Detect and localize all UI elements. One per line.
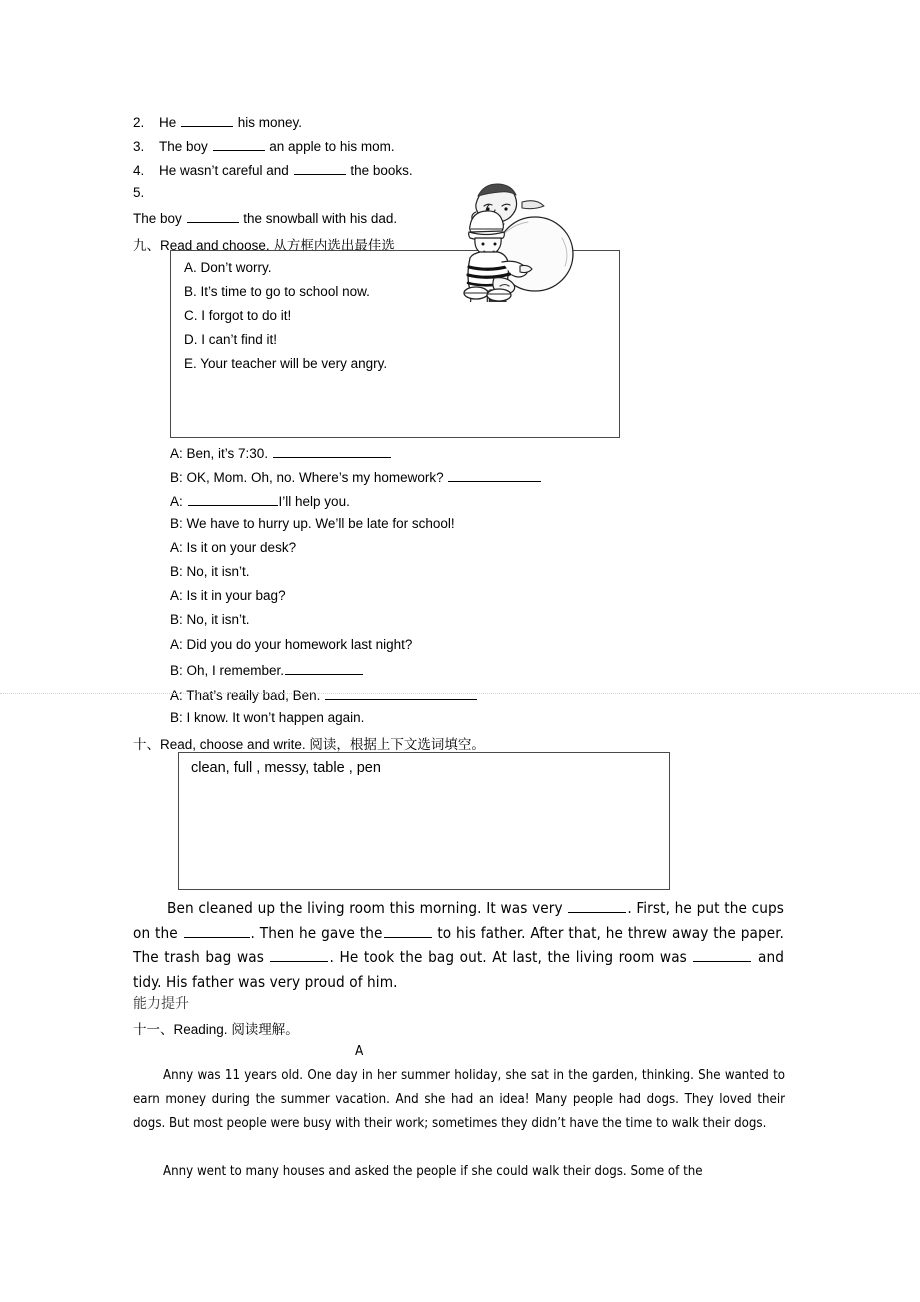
dialogue-line-2-speaker: B: xyxy=(170,469,183,485)
section-ten-heading xyxy=(133,733,485,753)
choice-option-e[interactable]: E. Your teacher will be very angry. xyxy=(184,356,388,371)
cloze-blank-4[interactable] xyxy=(270,947,328,962)
section-eleven-heading xyxy=(133,1018,299,1038)
dialogue-line-11-speaker: A: xyxy=(170,687,183,703)
cloze-blank-5[interactable] xyxy=(693,947,751,962)
dialogue-line-7-text: Is it in your bag? xyxy=(182,588,286,603)
dialogue-line-3-before xyxy=(183,494,187,509)
dialogue-line-10-text: Oh, I remember. xyxy=(182,662,285,678)
fill-in-item-4-before: He wasn’t careful and xyxy=(159,162,293,178)
dialogue-line-9 xyxy=(170,637,412,652)
fill-in-item-5-blank[interactable] xyxy=(187,209,239,223)
choice-option-d[interactable]: D. I can’t find it! xyxy=(184,332,278,347)
cloze-blank-2[interactable] xyxy=(184,922,250,937)
section-ten-marker: 十、 xyxy=(133,737,160,753)
fill-in-item-4 xyxy=(133,161,413,178)
dialogue-line-7-speaker: A: xyxy=(170,588,183,603)
fill-in-item-5-after: the snowball with his dad. xyxy=(239,210,398,226)
dialogue-line-12 xyxy=(170,710,364,725)
dialogue-line-6-text: No, it isn’t. xyxy=(182,564,250,579)
fill-in-item-4-blank[interactable] xyxy=(294,161,346,175)
dialogue-line-6-speaker: B: xyxy=(170,564,183,579)
section-nine-marker: 九、 xyxy=(133,238,160,254)
section-eleven-chinese-title: 阅读理解。 xyxy=(231,1022,299,1038)
fill-in-item-4-after: the books. xyxy=(346,162,413,178)
dialogue-line-4 xyxy=(170,516,455,531)
dialogue-line-8 xyxy=(170,612,250,627)
choice-option-b[interactable]: B. It’s time to go to school now. xyxy=(184,284,370,299)
passage-label-a: A xyxy=(355,1043,364,1059)
dialogue-line-10 xyxy=(170,661,364,678)
page-fold-dotted-line xyxy=(0,693,920,694)
dialogue-line-2-text: OK, Mom. Oh, no. Where’s my homework? xyxy=(182,469,448,485)
choice-option-a[interactable]: A. Don’t worry. xyxy=(184,260,272,275)
reading-passage-paragraph-1: Anny was 11 years old. One day in her summer holiday, she sat in the garden, thinking. She wanted to earn money during the summer vacation. And she had an idea! Many people had dogs. They loved their dogs. But most people were busy with their work; sometimes they didn’t have the time to walk their dogs. xyxy=(133,1068,785,1132)
fill-in-item-4-number: 4. xyxy=(133,162,145,178)
dialogue-line-8-text: No, it isn’t. xyxy=(182,612,250,627)
fill-in-item-2-after: his money. xyxy=(234,114,303,130)
dialogue-line-10-blank[interactable] xyxy=(285,661,363,675)
dialogue-line-1-speaker: A: xyxy=(170,445,183,461)
fill-in-item-2-number: 2. xyxy=(133,114,145,130)
section-ten-english-title: Read, choose and write. xyxy=(160,737,306,752)
dialogue-line-5 xyxy=(170,540,296,555)
section-nine-english-title: Read and choose. xyxy=(160,238,270,253)
dialogue-line-5-speaker: A: xyxy=(170,540,183,555)
cloze-blank-3[interactable] xyxy=(384,922,432,937)
cloze-seg-4: . Then he gave the xyxy=(250,923,383,942)
dialogue-line-2-blank[interactable] xyxy=(448,468,541,482)
fill-in-item-3-blank[interactable] xyxy=(213,137,265,151)
dialogue-line-1-text: Ben, it’s 7:30. xyxy=(182,445,272,461)
fill-in-item-5-before: The boy xyxy=(133,210,186,226)
section-eleven-marker: 十一、 xyxy=(133,1022,174,1038)
dialogue-line-9-text: Did you do your homework last night? xyxy=(182,637,413,652)
dialogue-line-11 xyxy=(170,686,478,703)
cloze-seg-6: to his father. After that, he threw away the paper. The trash bag was xyxy=(133,923,784,966)
word-bank-words[interactable]: clean, full , messy, table , pen xyxy=(191,760,381,776)
fill-in-item-5-number-row xyxy=(133,185,159,200)
dialogue-line-4-text: We have to hurry up. We’ll be late for school! xyxy=(182,516,455,531)
dialogue-line-2 xyxy=(170,468,542,485)
boy-pushing-snowball-illustration xyxy=(432,166,580,302)
section-eleven-english-title: Reading. xyxy=(173,1022,228,1037)
dialogue-line-10-speaker: B: xyxy=(170,662,183,678)
dialogue-line-3-after: I’ll help you. xyxy=(278,493,350,509)
dialogue-line-3-speaker: A: xyxy=(170,493,183,509)
cloze-seg-10: and tidy. His father was very proud of him. xyxy=(133,948,784,991)
dialogue-line-3-blank[interactable] xyxy=(188,492,278,506)
cloze-seg-0: Ben cleaned up the living room this morning. It was very xyxy=(167,899,568,917)
dialogue-line-8-speaker: B: xyxy=(170,612,183,627)
ability-improvement-heading: 能力提升 xyxy=(133,996,189,1012)
section-nine-chinese-title: 从方框内选出最佳选 xyxy=(273,238,395,254)
fill-in-item-2 xyxy=(133,113,302,130)
fill-in-item-2-before: He xyxy=(159,114,181,130)
fill-in-item-3-after: an apple to his mom. xyxy=(265,138,395,154)
fill-in-item-2-blank[interactable] xyxy=(181,113,233,127)
choice-option-c[interactable]: C. I forgot to do it! xyxy=(184,308,292,323)
cloze-blank-1[interactable] xyxy=(568,898,626,913)
reading-passage-paragraph-2: Anny went to many houses and asked the people if she could walk their dogs. Some of the xyxy=(163,1164,703,1179)
cloze-seg-2: . First, he put the cups on the xyxy=(133,899,784,942)
fill-in-item-3-before: The boy xyxy=(159,138,212,154)
fill-in-item-3-number: 3. xyxy=(133,138,145,154)
cloze-seg-8: . He took the bag out. At last, the living room was xyxy=(329,948,693,966)
dialogue-line-6 xyxy=(170,564,250,579)
dialogue-line-7 xyxy=(170,588,286,603)
section-ten-chinese-title: 阅读，根据上下文选词填空。 xyxy=(309,737,485,753)
dialogue-line-9-speaker: A: xyxy=(170,637,183,652)
dialogue-line-11-text: That’s really bad, Ben. xyxy=(182,687,325,703)
dialogue-line-5-text: Is it on your desk? xyxy=(182,540,297,555)
fill-in-item-5-number: 5. xyxy=(133,185,145,200)
fill-in-item-3 xyxy=(133,137,395,154)
fill-in-item-5 xyxy=(133,209,397,226)
dialogue-line-1-blank[interactable] xyxy=(273,444,391,458)
dialogue-line-4-speaker: B: xyxy=(170,516,183,531)
cloze-paragraph xyxy=(133,896,784,994)
dialogue-line-1 xyxy=(170,444,392,461)
dialogue-line-12-text: I know. It won’t happen again. xyxy=(182,710,365,725)
dialogue-line-3 xyxy=(170,492,350,509)
dialogue-line-12-speaker: B: xyxy=(170,710,183,725)
